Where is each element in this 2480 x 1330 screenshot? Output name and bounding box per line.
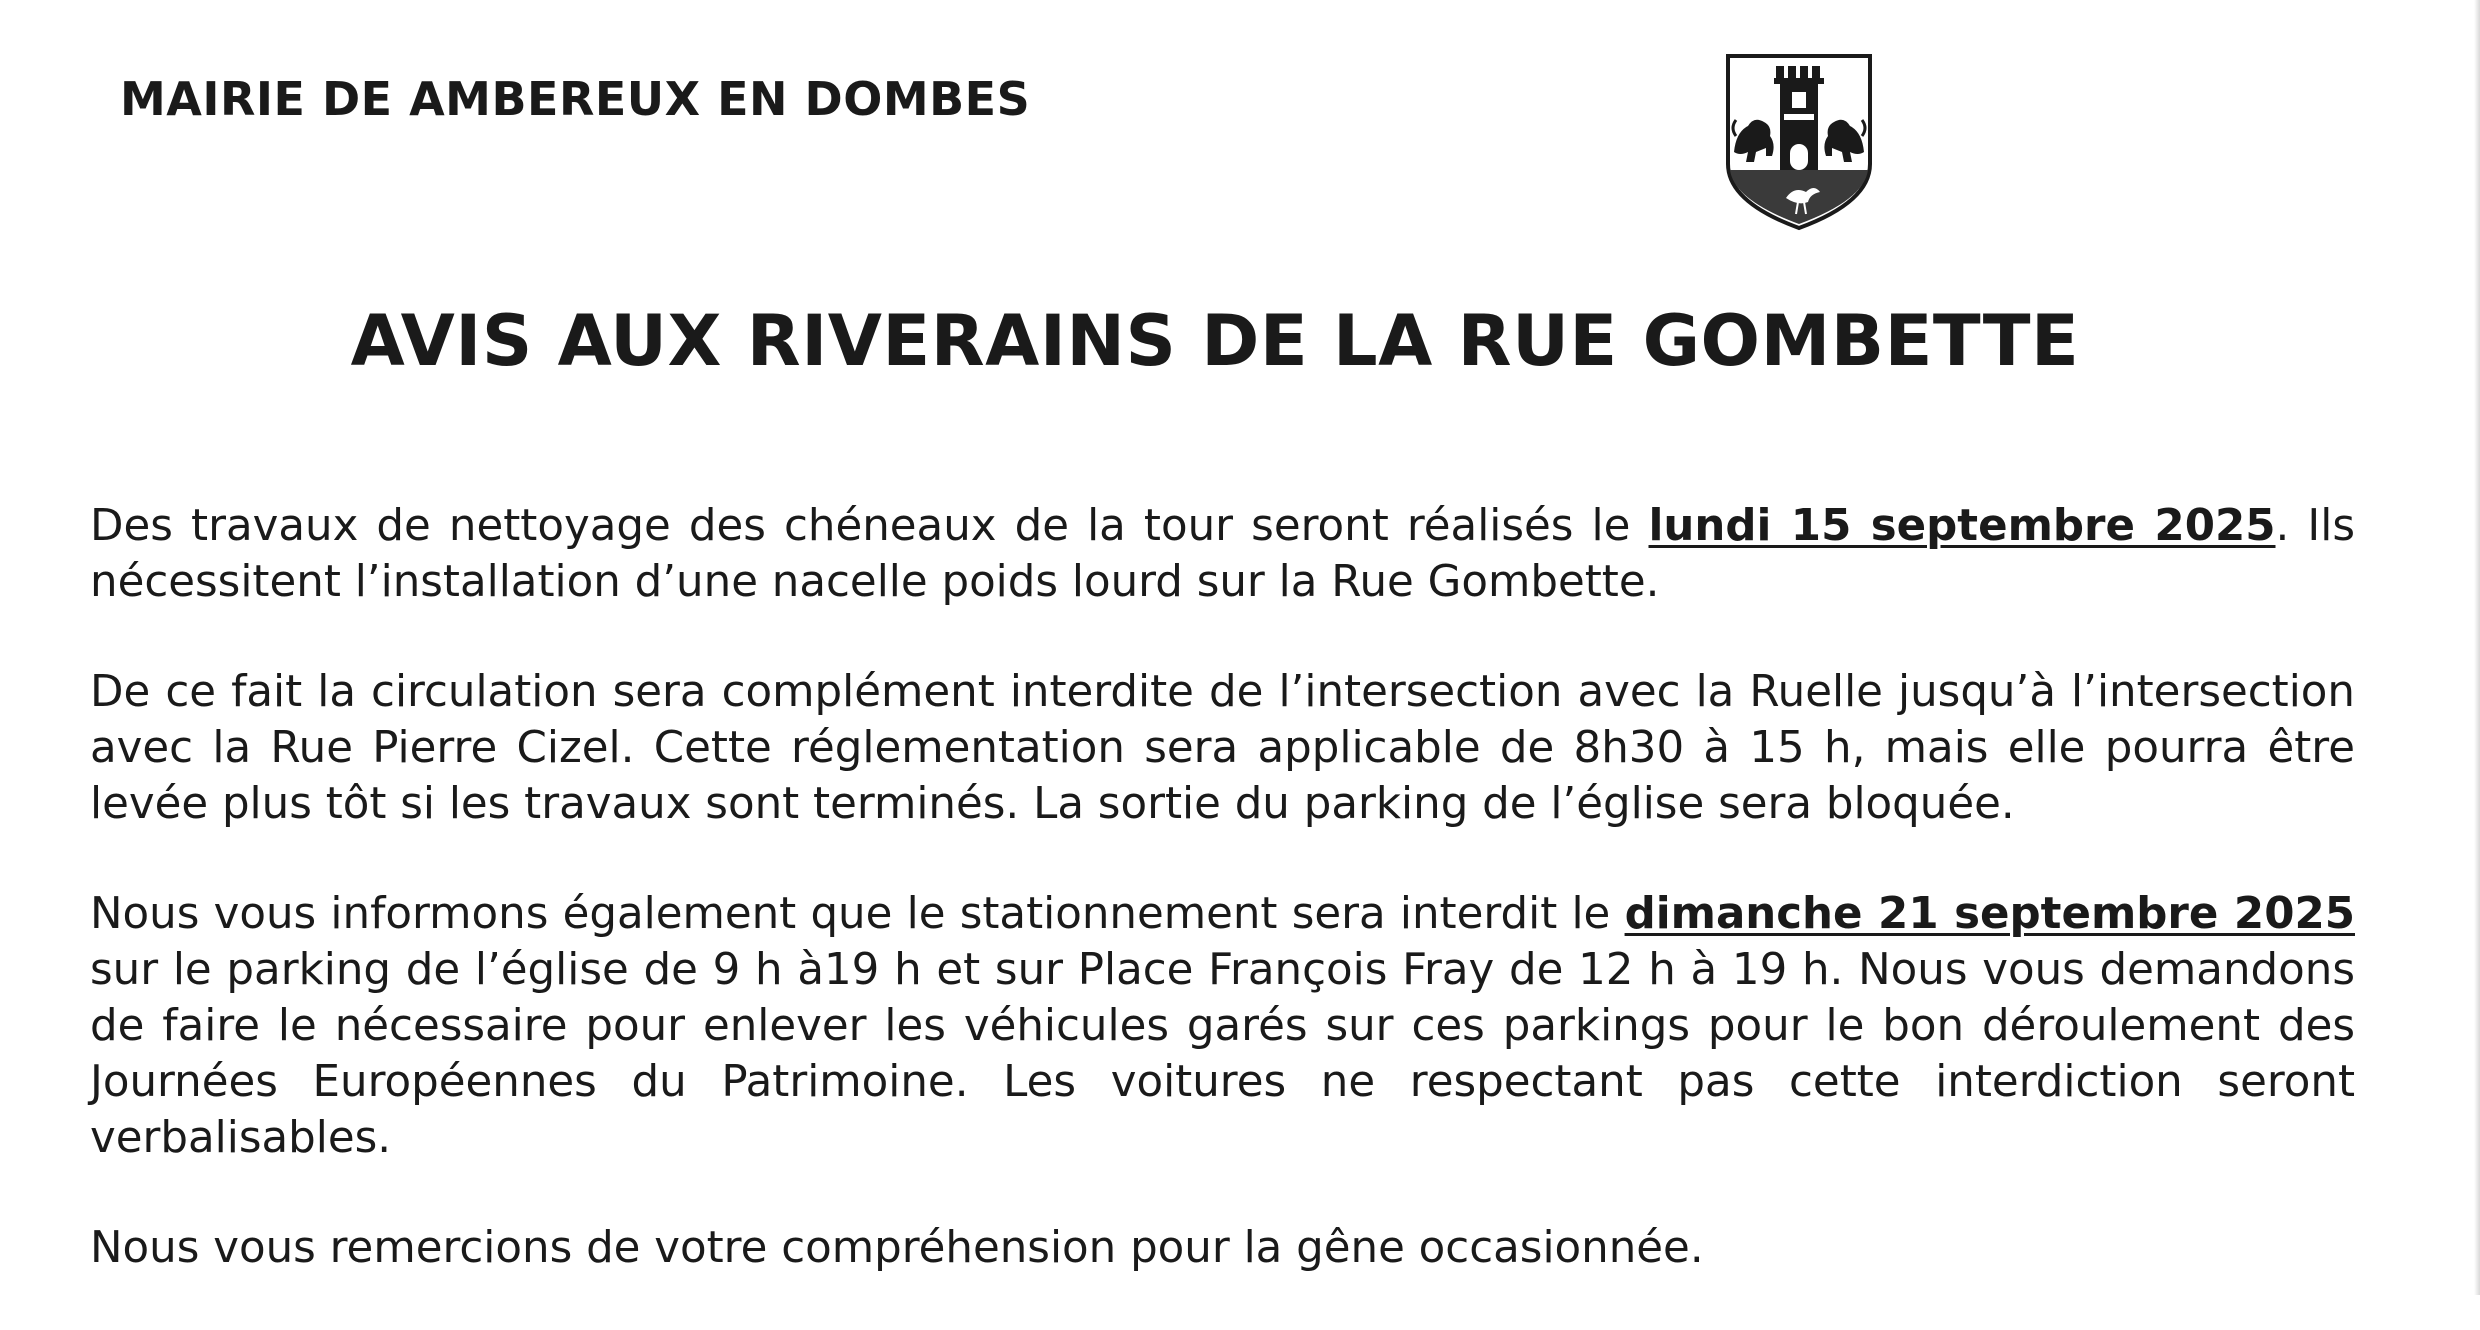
paragraph-parking-end: sur le parking de l’église de 9 h à19 h et sur Place François Fray de 12 h à 19 h. Nous vous demandons de faire le nécessaire pour enlever les véhicules garés sur ces parkings pour le bon déroulement des Journées Européennes du Patrimoine. Les voitures ne respectant pas cette interdiction seront verbalisables. (90, 945, 2355, 1163)
date-works: lundi 15 septembre 2025 (1648, 501, 2276, 551)
paragraph-traffic: De ce fait la circulation sera complément interdite de l’intersection avec la Ruelle jusqu’à l’intersection avec la Rue Pierre Cizel. Cette réglementation sera applicable de 8h30 à 15 h, mais elle pourra être levée plus tôt si les travaux sont terminés. La sortie du parking de l’église sera bloquée. (90, 667, 2355, 829)
paragraph-parking-start: Nous vous informons également que le stationnement sera interdit le (90, 889, 1625, 939)
scan-edge (2474, 0, 2480, 1295)
paragraph-works (90, 498, 2355, 610)
notice-title: AVIS AUX RIVERAINS DE LA RUE GOMBETTE (350, 300, 2080, 382)
paragraph-parking (90, 886, 2355, 1166)
coat-of-arms-icon (1724, 52, 1874, 232)
mairie-header: MAIRIE DE AMBEREUX EN DOMBES (120, 72, 1031, 126)
notice-body (90, 498, 2355, 1330)
paragraph-works-end: . Ils nécessitent l’installation d’une nacelle poids lourd sur la Rue Gombette. (90, 501, 2356, 607)
date-parking: dimanche 21 septembre 2025 (1624, 889, 2355, 939)
paragraph-works-start: Des travaux de nettoyage des chéneaux de la tour seront réalisés le (90, 501, 1649, 551)
paragraph-thanks: Nous vous remercions de votre compréhension pour la gêne occasionnée. (90, 1223, 1704, 1273)
